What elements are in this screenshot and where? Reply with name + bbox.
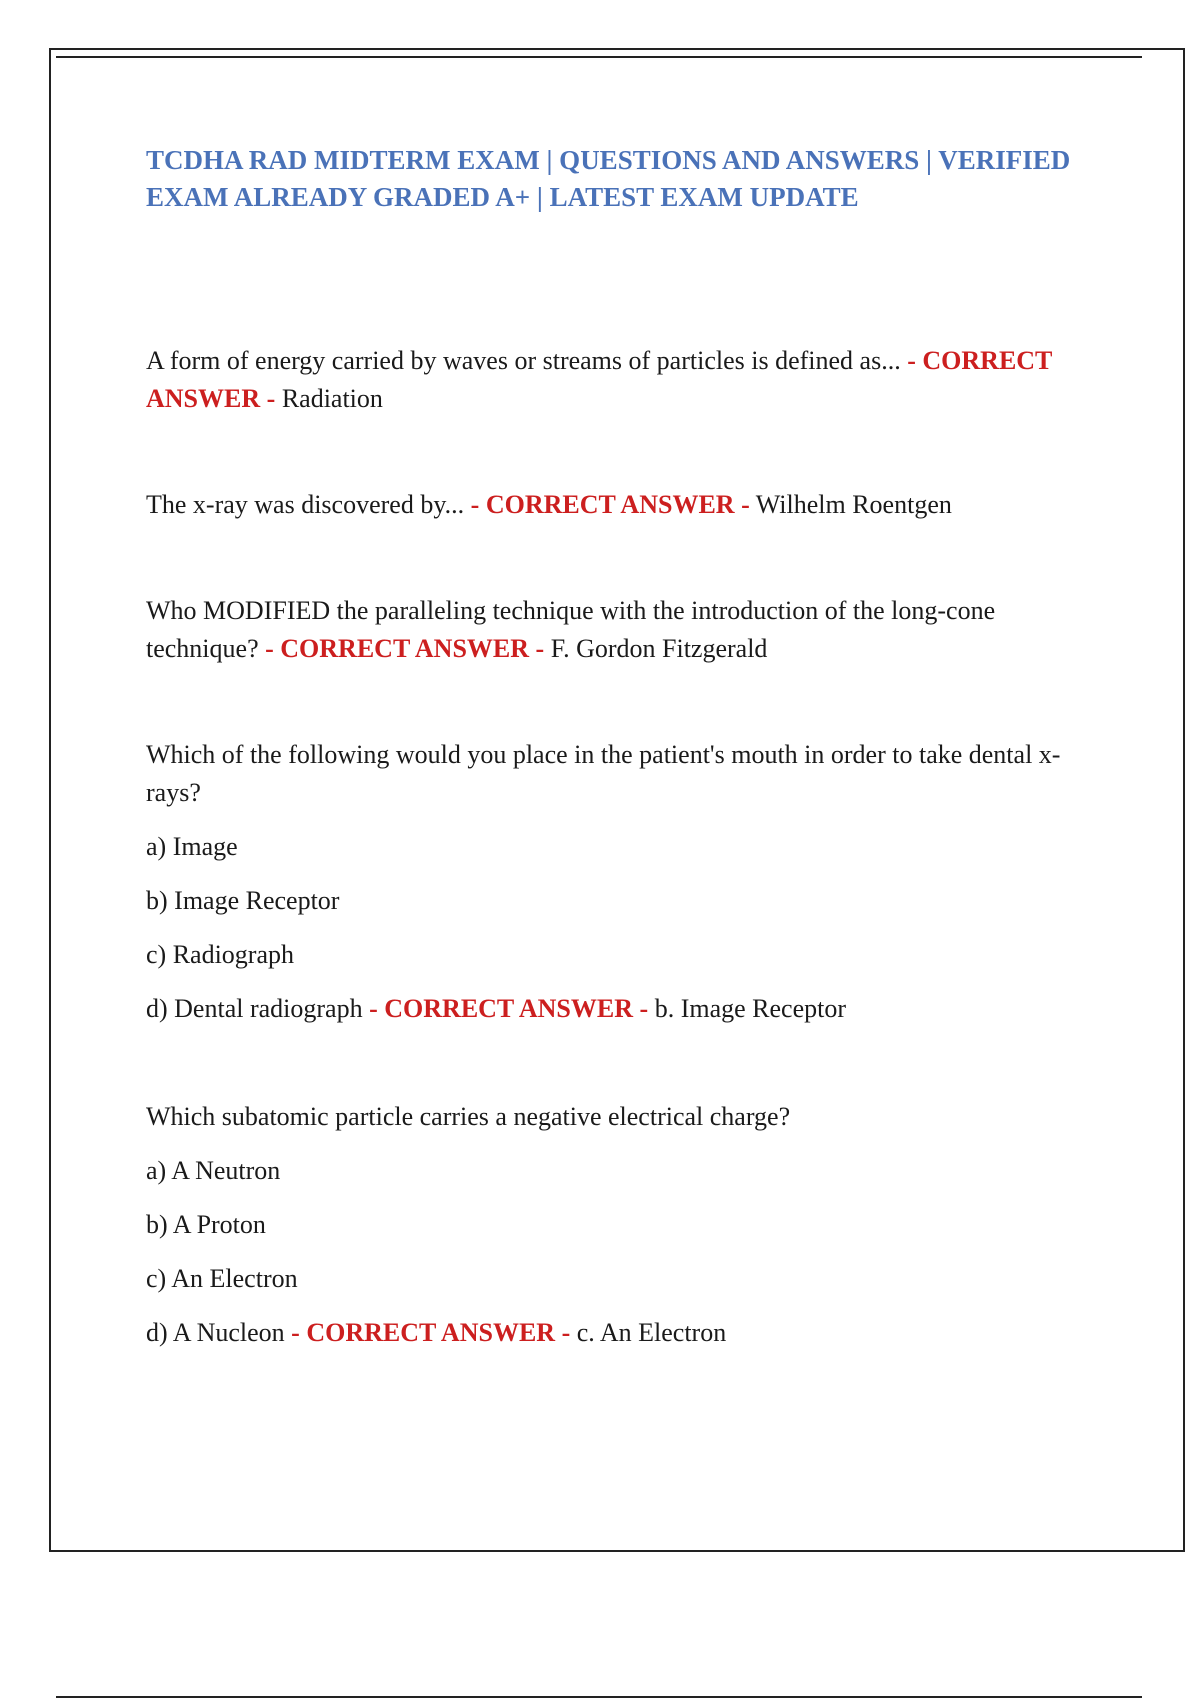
question-text: Which subatomic particle carries a negative electrical charge? xyxy=(146,1102,791,1131)
answer-text: b. Image Receptor xyxy=(654,994,846,1023)
option-d: d) Dental radiograph xyxy=(146,994,363,1023)
question-text: The x-ray was discovered by... xyxy=(146,490,465,519)
question-text: Which of the following would you place in the patient's mouth in order to take dental x-rays? xyxy=(146,740,1061,807)
option-c: c) An Electron xyxy=(146,1264,298,1293)
option-b: b) A Proton xyxy=(146,1210,266,1239)
correct-answer-label: CORRECT ANSWER xyxy=(306,1318,556,1347)
bottom-rule xyxy=(56,1696,1142,1698)
answer-text: Radiation xyxy=(281,384,383,413)
question-line xyxy=(146,592,1106,668)
correct-answer-label: CORRECT ANSWER xyxy=(146,346,1052,413)
top-rule xyxy=(56,56,1142,58)
option-d: d) A Nucleon xyxy=(146,1318,285,1347)
question-text: Who MODIFIED the paralleling technique with the introduction of the long-cone technique? xyxy=(146,596,996,663)
answer-text: c. An Electron xyxy=(576,1318,727,1347)
option-b: b) Image Receptor xyxy=(146,886,340,915)
option-d-line xyxy=(146,1312,1106,1354)
answer-separator: - xyxy=(291,1318,300,1347)
qa-item xyxy=(146,342,1106,418)
answer-text: Wilhelm Roentgen xyxy=(755,490,952,519)
answer-text: F. Gordon Fitzgerald xyxy=(550,634,768,663)
answer-separator: - xyxy=(561,1318,571,1347)
answer-separator: - xyxy=(907,346,916,375)
document-body xyxy=(146,142,1106,1422)
qa-item xyxy=(146,1098,1106,1354)
answer-separator: - xyxy=(369,994,378,1023)
qa-list xyxy=(146,342,1106,1354)
correct-answer-label: CORRECT ANSWER xyxy=(280,634,530,663)
document-title: TCDHA RAD MIDTERM EXAM | QUESTIONS AND ANSWERS | VERIFIED EXAM ALREADY GRADED A+ | LATEST EXAM UPDATE xyxy=(146,145,1071,212)
option-d-line xyxy=(146,988,1106,1030)
option-a: a) A Neutron xyxy=(146,1156,281,1185)
question-line xyxy=(146,342,1106,418)
answer-separator: - xyxy=(741,490,750,519)
option-c: c) Radiograph xyxy=(146,940,295,969)
question-text: A form of energy carried by waves or streams of particles is defined as... xyxy=(146,346,901,375)
correct-answer-label: CORRECT ANSWER xyxy=(384,994,634,1023)
answer-separator: - xyxy=(266,384,276,413)
answer-separator: - xyxy=(470,490,480,519)
correct-answer-label: CORRECT ANSWER xyxy=(485,490,735,519)
answer-separator: - xyxy=(535,634,545,663)
answer-separator: - xyxy=(639,994,649,1023)
option-a: a) Image xyxy=(146,832,238,861)
qa-item xyxy=(146,592,1106,668)
qa-item xyxy=(146,736,1106,1030)
question-line xyxy=(146,486,1106,524)
qa-item xyxy=(146,486,1106,524)
answer-separator: - xyxy=(265,634,274,663)
